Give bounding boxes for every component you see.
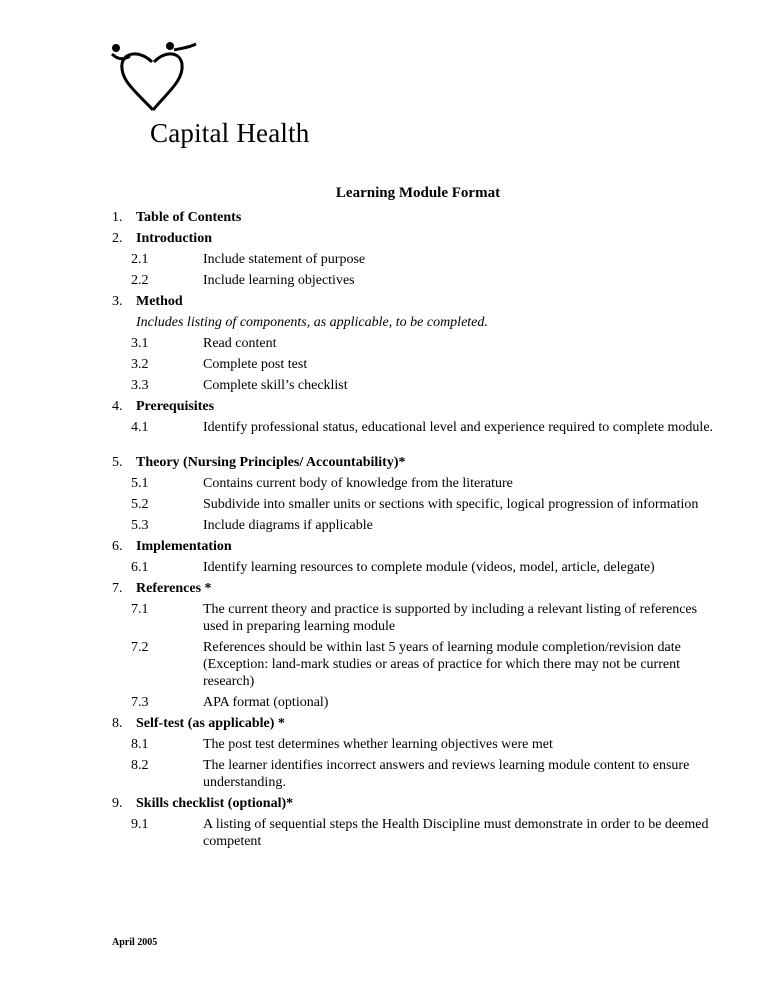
outline-item	[112, 494, 722, 515]
outline-item	[112, 692, 722, 713]
outline-item	[112, 354, 722, 375]
section-heading	[112, 207, 722, 228]
item-number: 7.2	[131, 640, 149, 655]
outline-item	[112, 333, 722, 354]
section-number: 4.	[112, 399, 123, 414]
section-title: Theory (Nursing Principles/ Accountability)*	[136, 455, 406, 470]
item-number: 8.2	[131, 758, 149, 773]
item-text: Read content	[203, 336, 277, 351]
section-title: Introduction	[136, 231, 212, 246]
section-number: 6.	[112, 539, 123, 554]
outline-section	[112, 793, 722, 852]
section-number: 5.	[112, 455, 123, 470]
item-text: A listing of sequential steps the Health Discipline must demonstrate in order to be deemed competent	[203, 817, 709, 849]
section-title: Table of Contents	[136, 210, 242, 225]
item-text: Include learning objectives	[203, 273, 355, 288]
outline-item	[112, 814, 722, 852]
item-text: The post test determines whether learning objectives were met	[203, 737, 553, 752]
outline-item	[112, 270, 722, 291]
outline-item	[112, 473, 722, 494]
outline-item	[112, 734, 722, 755]
item-number: 6.1	[131, 560, 149, 575]
item-text: Complete post test	[203, 357, 308, 372]
outline-section	[112, 578, 722, 713]
item-text: APA format (optional)	[203, 695, 329, 710]
section-heading	[112, 793, 722, 814]
outline-item	[112, 249, 722, 270]
outline-section	[112, 713, 722, 793]
outline-section	[112, 291, 722, 396]
section-number: 3.	[112, 294, 123, 309]
section-title: Prerequisites	[136, 399, 215, 414]
outline-item	[112, 515, 722, 536]
footer-date: April 2005	[112, 937, 158, 948]
section-title: Skills checklist (optional)*	[136, 796, 294, 811]
item-number: 5.1	[131, 476, 149, 491]
section-title: Self-test (as applicable) *	[136, 716, 285, 731]
outline-section	[112, 452, 722, 536]
section-title: Implementation	[136, 539, 232, 554]
item-number: 9.1	[131, 817, 149, 832]
section-heading	[112, 578, 722, 599]
item-number: 3.2	[131, 357, 149, 372]
outline-section	[112, 536, 722, 578]
item-number: 4.1	[131, 420, 149, 435]
outline-item	[112, 599, 722, 637]
capital-health-logo	[108, 40, 200, 112]
outline-item	[112, 557, 722, 578]
module-outline	[112, 207, 722, 852]
outline-section	[112, 207, 722, 228]
item-text: Complete skill’s checklist	[203, 378, 348, 393]
item-text: Contains current body of knowledge from the literature	[203, 476, 513, 491]
item-number: 5.2	[131, 497, 149, 512]
section-number: 2.	[112, 231, 123, 246]
page-title: Learning Module Format	[335, 185, 501, 201]
item-text: Include statement of purpose	[203, 252, 366, 267]
outline-section	[112, 228, 722, 291]
item-text: References should be within last 5 years of learning module completion/revision date (Exception: land-mark studies or areas of practice for which there may not be current research)	[203, 640, 681, 689]
item-number: 3.3	[131, 378, 149, 393]
section-heading	[112, 291, 722, 312]
item-number: 2.1	[131, 252, 149, 267]
section-number: 8.	[112, 716, 123, 731]
outline-item	[112, 417, 722, 438]
item-text: The current theory and practice is supported by including a relevant listing of references used in preparing learning module	[203, 602, 698, 634]
brand-name: Capital Health	[150, 118, 310, 148]
outline-section	[112, 396, 722, 438]
outline-item	[112, 755, 722, 793]
item-text: Identify professional status, educational level and experience required to complete module.	[203, 420, 714, 435]
item-number: 3.1	[131, 336, 149, 351]
section-heading	[112, 713, 722, 734]
item-number: 8.1	[131, 737, 149, 752]
section-heading	[112, 396, 722, 417]
item-text: Subdivide into smaller units or sections with specific, logical progression of information	[203, 497, 699, 512]
section-note: Includes listing of components, as applicable, to be completed.	[136, 315, 488, 330]
section-number: 1.	[112, 210, 123, 225]
outline-item	[112, 375, 722, 396]
section-number: 9.	[112, 796, 123, 811]
section-heading	[112, 228, 722, 249]
item-text: Identify learning resources to complete module (videos, model, article, delegate)	[203, 560, 655, 575]
item-number: 5.3	[131, 518, 149, 533]
item-number: 7.1	[131, 602, 149, 617]
section-heading	[112, 536, 722, 557]
item-number: 7.3	[131, 695, 149, 710]
outline-item	[112, 637, 722, 692]
section-number: 7.	[112, 581, 123, 596]
section-title: Method	[136, 294, 183, 309]
section-title: References *	[136, 581, 212, 596]
item-text: Include diagrams if applicable	[203, 518, 373, 533]
item-number: 2.2	[131, 273, 149, 288]
item-text: The learner identifies incorrect answers and reviews learning module content to ensure understanding.	[203, 758, 690, 790]
section-heading	[112, 452, 722, 473]
